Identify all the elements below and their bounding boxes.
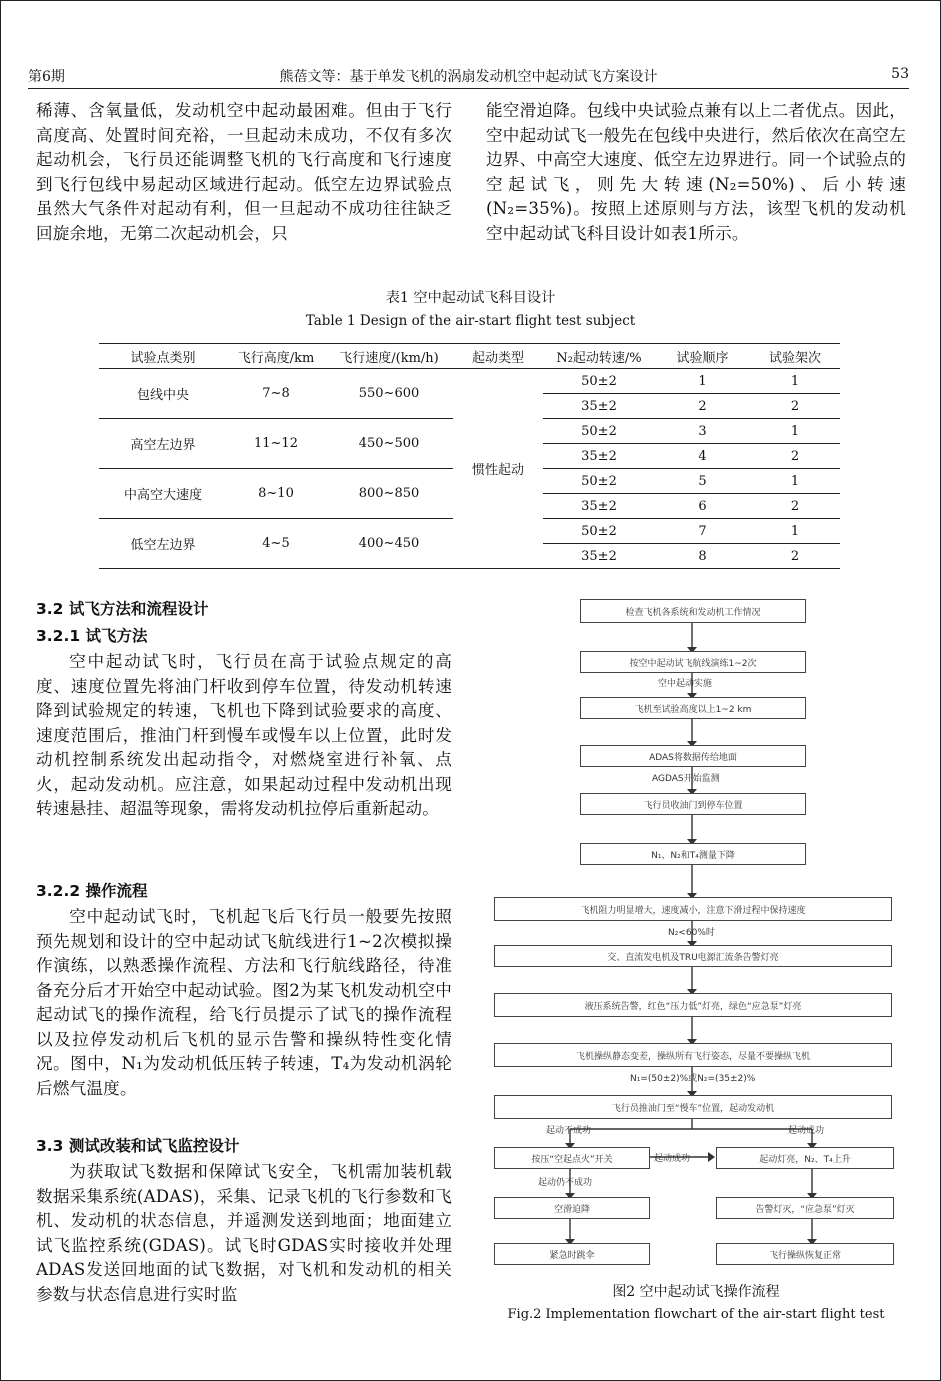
paragraph-test-monitoring: 为获取试飞数据和保障试飞安全，飞机需加装机载数据采集系统(ADAS)，采集、记录飞机的飞行参数和飞机、发动机的状态信息，并遥测发送到地面；地面建立试飞监控系统(GDAS)。试飞时GDAS实时接收并处理ADAS发送回地面的试飞数据，对飞机和发动机的相关参数与状态信息进行实时监 bbox=[36, 1162, 452, 1304]
start-type-cell: 惯性起动 bbox=[471, 463, 524, 478]
paragraph-operation-flow: 空中起动试飞时，飞机起飞后飞行员一般要先按照预先规划和设计的空中起动试飞航线进行1~2次模拟操作演练，以熟悉操作流程、方法和飞行航线路径，待准备充分后才开始空中起动试验。图2为某飞机发动机空中起动试飞的操作流程，给飞行员提示了试飞的操作流程以及拉停发动机后飞机的显示告警和操纵特性变化情况。图中，N₁为发动机低压转子转速，T₄为发动机涡轮后燃气温度。 bbox=[36, 907, 452, 1098]
altitude-cell: 7~8 bbox=[262, 386, 290, 401]
sortie-cell: 1 bbox=[790, 373, 800, 389]
category-cell: 包线中央 bbox=[136, 388, 189, 403]
col-header: N₂起动转速/% bbox=[556, 350, 642, 366]
table-1 bbox=[99, 343, 840, 569]
flow-box-glide-landing: 空滑迫降 bbox=[494, 1197, 650, 1219]
flow-label-start-speed: N₁=(50±2)%或N₂=(35±2)% bbox=[630, 1074, 756, 1084]
col-header: 飞行高度/km bbox=[237, 350, 315, 366]
order-cell: 7 bbox=[655, 519, 750, 544]
table-caption-en: Table 1 Design of the air-start flight test subject bbox=[305, 313, 636, 329]
flow-box-throttle-idle: 飞行员推油门至“慢车”位置，起动发动机 bbox=[494, 1095, 892, 1119]
flow-label-air-start: 空中起动实施 bbox=[658, 679, 713, 689]
section-heading-3-2: 3.2 试飞方法和流程设计 bbox=[36, 600, 209, 618]
header-rule bbox=[28, 88, 909, 89]
sortie-cell: 2 bbox=[750, 444, 840, 469]
speed-cell: 400~450 bbox=[325, 519, 453, 569]
col-header: 试验架次 bbox=[768, 350, 821, 366]
flow-box-rehearse-route: 按空中起动试飞航线演练1~2次 bbox=[580, 651, 806, 673]
flow-box-hydraulic-warning: 液压系统告警，红色“压力低”灯亮，绿色“应急泵”灯亮 bbox=[494, 993, 892, 1017]
category-cell: 高空左边界 bbox=[99, 419, 227, 469]
rpm-cell: 50±2 bbox=[581, 373, 617, 389]
order-cell: 2 bbox=[655, 394, 750, 419]
rpm-cell: 35±2 bbox=[543, 394, 655, 419]
category-cell: 中高空大速度 bbox=[99, 469, 227, 519]
running-header bbox=[28, 66, 909, 88]
speed-cell: 450~500 bbox=[325, 419, 453, 469]
category-cell: 低空左边界 bbox=[99, 519, 227, 569]
flow-label-n2-threshold: N₂<60%时 bbox=[668, 928, 715, 938]
flow-box-eject: 紧急时跳伞 bbox=[494, 1243, 650, 1265]
flow-box-press-airstart: 按压“空起点火”开关 bbox=[494, 1147, 650, 1169]
running-title: 熊蓓文等：基于单发飞机的涡扇发动机空中起动试飞方案设计 bbox=[279, 69, 658, 85]
sortie-cell: 1 bbox=[750, 469, 840, 494]
flow-box-drag-increase: 飞机阻力明显增大，速度减小，注意下滑过程中保持速度 bbox=[494, 897, 892, 921]
flow-label-start-failed: 起动不成功 bbox=[546, 1126, 592, 1136]
section-heading-3-2-1: 3.2.1 试飞方法 bbox=[36, 627, 148, 645]
sortie-cell: 2 bbox=[750, 544, 840, 569]
flow-box-start-light-on: 起动灯亮，N₂、T₄上升 bbox=[716, 1147, 894, 1169]
figure-2-flowchart bbox=[490, 595, 900, 1275]
flow-box-handling-degraded: 飞机操纵静态变差，操纵所有飞行姿态，尽量不要操纵飞机 bbox=[494, 1043, 892, 1067]
altitude-cell: 11~12 bbox=[227, 419, 325, 469]
order-cell: 1 bbox=[698, 373, 707, 389]
flow-box-throttle-stop: 飞行员收油门到停车位置 bbox=[580, 793, 806, 815]
rpm-cell: 50±2 bbox=[543, 419, 655, 444]
sortie-cell: 1 bbox=[750, 419, 840, 444]
rpm-cell: 35±2 bbox=[543, 544, 655, 569]
paragraph-flight-method: 空中起动试飞时，飞行员在高于试验点规定的高度、速度位置先将油门杆收到停车位置，待发动机转速降到试验规定的转速，飞机也下降到试验要求的高度、速度范围后，推油门杆到慢车或慢车以上位置，此时发动机控制系统发出起动指令，对燃烧室进行补氧、点火，起动发动机。应注意，如果起动过程中发动机出现转速悬挂、超温等现象，需将发动机拉停后重新起动。 bbox=[36, 652, 452, 818]
rpm-cell: 35±2 bbox=[543, 444, 655, 469]
top-left-paragraph: 稀薄、含氧量低，发动机空中起动最困难。但由于飞行高度高、处置时间充裕，一旦起动未成功，不仅有多次起动机会，飞行员还能调整飞机的飞行高度和飞行速度到飞行包线中易起动区域进行起动。低空左边界试验点虽然大气条件对起动有利，但一旦起动不成功往往缺乏回旋余地，无第二次起动机会，只 bbox=[36, 101, 452, 243]
flow-label-gdas-monitor: AGDAS开始监测 bbox=[652, 774, 720, 784]
page-number: 53 bbox=[891, 66, 909, 82]
order-cell: 8 bbox=[655, 544, 750, 569]
speed-cell: 550~600 bbox=[358, 386, 420, 401]
table-header-row bbox=[99, 344, 840, 369]
flow-box-n1-n2-t4-drop: N₁、N₂和T₄测量下降 bbox=[580, 843, 806, 865]
section-heading-3-3: 3.3 测试改装和试飞监控设计 bbox=[36, 1137, 240, 1155]
issue-number: 第6期 bbox=[28, 69, 65, 85]
altitude-cell: 4~5 bbox=[227, 519, 325, 569]
rpm-cell: 50±2 bbox=[543, 469, 655, 494]
flow-box-climb-altitude: 飞机至试验高度以上1~2 km bbox=[580, 697, 806, 719]
altitude-cell: 8~10 bbox=[227, 469, 325, 519]
sortie-cell: 2 bbox=[750, 394, 840, 419]
sortie-cell: 2 bbox=[750, 494, 840, 519]
order-cell: 6 bbox=[655, 494, 750, 519]
flow-box-warnings-off: 告警灯灭，“应急泵”灯灭 bbox=[716, 1197, 894, 1219]
sortie-cell: 1 bbox=[750, 519, 840, 544]
flow-label-then-success: 起动成功 bbox=[654, 1154, 691, 1164]
figure-caption-cn: 图2 空中起动试飞操作流程 bbox=[612, 1284, 780, 1300]
flow-box-check-systems: 检查飞机各系统和发动机工作情况 bbox=[580, 599, 806, 623]
flow-box-adas-transmit: ADAS将数据传给地面 bbox=[580, 745, 806, 767]
col-header: 试验点类别 bbox=[130, 350, 196, 366]
order-cell: 3 bbox=[655, 419, 750, 444]
figure-caption-en: Fig.2 Implementation flowchart of the air-start flight test bbox=[507, 1307, 885, 1322]
flow-box-handling-normal: 飞行操纵恢复正常 bbox=[716, 1243, 894, 1265]
rpm-cell: 50±2 bbox=[543, 519, 655, 544]
table-row bbox=[99, 369, 840, 394]
col-header: 飞行速度/(km/h) bbox=[339, 350, 439, 366]
table-caption-cn: 表1 空中起动试飞科目设计 bbox=[385, 290, 556, 306]
section-heading-3-2-2: 3.2.2 操作流程 bbox=[36, 882, 148, 900]
order-cell: 4 bbox=[655, 444, 750, 469]
col-header: 试验顺序 bbox=[676, 350, 729, 366]
col-header: 起动类型 bbox=[471, 350, 524, 366]
flow-box-generator-warning: 交、直流发电机及TRU电源汇流条告警灯亮 bbox=[494, 945, 892, 967]
rpm-cell: 35±2 bbox=[543, 494, 655, 519]
flow-label-still-failed: 起动仍不成功 bbox=[538, 1178, 593, 1188]
top-right-paragraph: 能空滑迫降。包线中央试验点兼有以上二者优点。因此，空中起动试飞一般先在包线中央进行，然后依次在高空左边界、中高空大速度、低空左边界进行。同一个试验点的空起试飞，则先大转速(N₂=50%)、后小转速(N₂=35%)。按照上述原则与方法，该型飞机的发动机空中起动试飞科目设计如表1所示。 bbox=[486, 101, 906, 243]
speed-cell: 800~850 bbox=[325, 469, 453, 519]
order-cell: 5 bbox=[655, 469, 750, 494]
flow-label-start-success: 起动成功 bbox=[788, 1126, 825, 1136]
